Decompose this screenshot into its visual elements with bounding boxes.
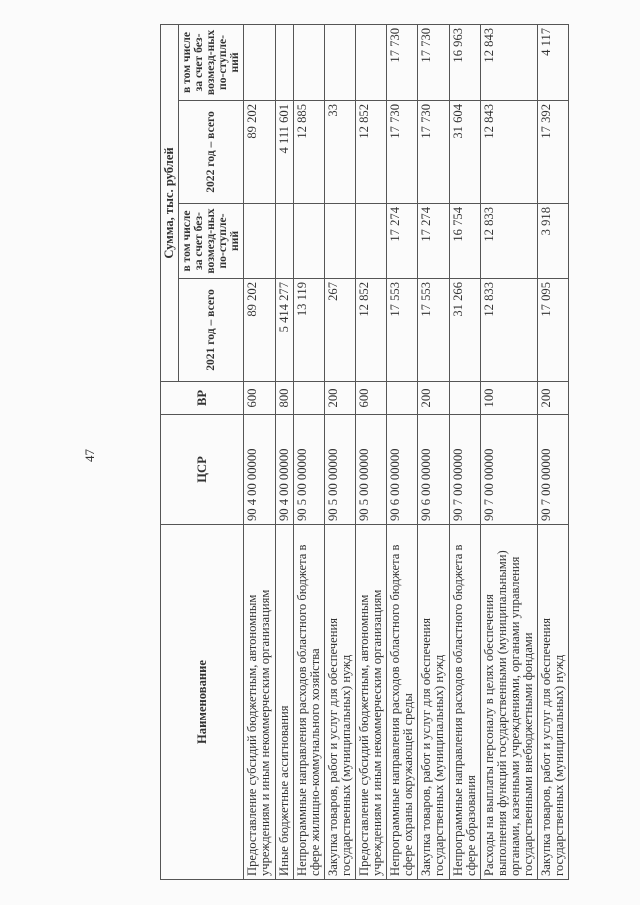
table-row — [387, 24, 418, 879]
row-2022-grants: 17 730 — [418, 24, 449, 100]
row-2022-total: 33 — [324, 101, 355, 204]
row-2022-grants — [293, 24, 324, 100]
row-name: Непрограммные направления расходов областного бюджета в сфере образования — [449, 525, 480, 880]
row-name: Непрограммные направления расходов областного бюджета в сфере охраны окружающей среды — [387, 525, 418, 880]
header-csr: ЦСР — [161, 415, 244, 525]
row-vr — [449, 382, 480, 415]
row-name: Закупка товаров, работ и услуг для обеспечения государственных (муниципальных) нужд — [538, 525, 569, 880]
row-vr: 100 — [480, 382, 537, 415]
header-name: Наименование — [161, 525, 244, 880]
row-2021-grants: 3 918 — [538, 204, 569, 279]
row-vr: 600 — [244, 382, 275, 415]
row-2021-total: 13 119 — [293, 279, 324, 382]
header-vr: ВР — [161, 382, 244, 415]
row-2021-total: 17 553 — [387, 279, 418, 382]
row-2022-total: 31 604 — [449, 101, 480, 204]
header-sum-group: Сумма, тыс. рублей — [161, 24, 179, 381]
row-name: Непрограммные направления расходов областного бюджета в сфере жилищно-коммунального хозяйства — [293, 525, 324, 880]
row-vr — [387, 382, 418, 415]
row-2022-total: 89 202 — [244, 101, 275, 204]
table-row — [244, 24, 275, 879]
table-row — [449, 24, 480, 879]
table-row — [480, 24, 537, 879]
table-row — [293, 24, 324, 879]
row-2022-grants — [275, 24, 293, 100]
header-2021-grants: в том числе за счет без-возмезд-ных по-ступле-ний — [179, 204, 244, 279]
row-csr: 90 6 00 00000 — [387, 415, 418, 525]
row-vr: 800 — [275, 382, 293, 415]
row-2021-total: 267 — [324, 279, 355, 382]
budget-table — [160, 24, 569, 880]
row-csr: 90 7 00 00000 — [480, 415, 537, 525]
row-csr: 90 5 00 00000 — [355, 415, 386, 525]
row-name: Расходы на выплаты персоналу в целях обеспечения выполнения функций государственными (муниципальными) органами, казенными учреждениями, органами управления государственными внебюджетными фондами — [480, 525, 537, 880]
table-row — [324, 24, 355, 879]
row-vr — [293, 382, 324, 415]
row-2021-total: 5 414 277 — [275, 279, 293, 382]
row-2022-total: 12 885 — [293, 101, 324, 204]
row-2021-grants — [275, 204, 293, 279]
row-2021-grants — [324, 204, 355, 279]
row-csr: 90 6 00 00000 — [418, 415, 449, 525]
row-name: Закупка товаров, работ и услуг для обеспечения государственных (муниципальных) нужд — [418, 525, 449, 880]
row-2021-total: 17 095 — [538, 279, 569, 382]
row-2021-total: 31 266 — [449, 279, 480, 382]
table-row — [418, 24, 449, 879]
header-2022-total: 2022 год – всего — [179, 101, 244, 204]
row-2022-grants: 12 843 — [480, 24, 537, 100]
row-csr: 90 5 00 00000 — [324, 415, 355, 525]
row-2022-grants: 4 117 — [538, 24, 569, 100]
row-2021-grants — [355, 204, 386, 279]
row-name: Предоставление субсидий бюджетным, автономным учреждениям и иным некоммерческим организациям — [244, 525, 275, 880]
table-row — [538, 24, 569, 879]
row-2022-total: 4 111 601 — [275, 101, 293, 204]
row-2021-grants: 12 833 — [480, 204, 537, 279]
rotated-table-area — [160, 25, 625, 880]
row-vr: 200 — [418, 382, 449, 415]
row-2022-total: 12 843 — [480, 101, 537, 204]
row-2021-grants: 17 274 — [418, 204, 449, 279]
row-2022-total: 17 730 — [418, 101, 449, 204]
row-2021-grants — [244, 204, 275, 279]
row-csr: 90 4 00 00000 — [244, 415, 275, 525]
row-name: Закупка товаров, работ и услуг для обеспечения государственных (муниципальных) нужд — [324, 525, 355, 880]
row-name: Иные бюджетные ассигнования — [275, 525, 293, 880]
row-2022-total: 17 730 — [387, 101, 418, 204]
row-2021-total: 12 833 — [480, 279, 537, 382]
row-2022-grants: 17 730 — [387, 24, 418, 100]
row-csr: 90 5 00 00000 — [293, 415, 324, 525]
row-vr: 200 — [538, 382, 569, 415]
row-name: Предоставление субсидий бюджетным, автономным учреждениям и иным некоммерческим организациям — [355, 525, 386, 880]
row-2022-grants — [244, 24, 275, 100]
row-csr: 90 7 00 00000 — [449, 415, 480, 525]
row-2022-grants — [355, 24, 386, 100]
row-2022-total: 12 852 — [355, 101, 386, 204]
header-2021-total: 2021 год – всего — [179, 279, 244, 382]
row-csr: 90 7 00 00000 — [538, 415, 569, 525]
header-row-1 — [161, 24, 179, 879]
row-vr: 200 — [324, 382, 355, 415]
header-2022-grants: в том числе за счет без-возмезд-ных по-ступле-ний — [179, 24, 244, 100]
table-row — [275, 24, 293, 879]
page-number: 47 — [82, 449, 97, 462]
row-vr: 600 — [355, 382, 386, 415]
row-2021-grants: 17 274 — [387, 204, 418, 279]
table-row — [355, 24, 386, 879]
row-2021-grants — [293, 204, 324, 279]
row-2021-total: 17 553 — [418, 279, 449, 382]
row-2021-total: 12 852 — [355, 279, 386, 382]
row-2022-grants — [324, 24, 355, 100]
row-2021-grants: 16 754 — [449, 204, 480, 279]
row-2022-total: 17 392 — [538, 101, 569, 204]
row-2021-total: 89 202 — [244, 279, 275, 382]
row-csr: 90 4 00 00000 — [275, 415, 293, 525]
row-2022-grants: 16 963 — [449, 24, 480, 100]
